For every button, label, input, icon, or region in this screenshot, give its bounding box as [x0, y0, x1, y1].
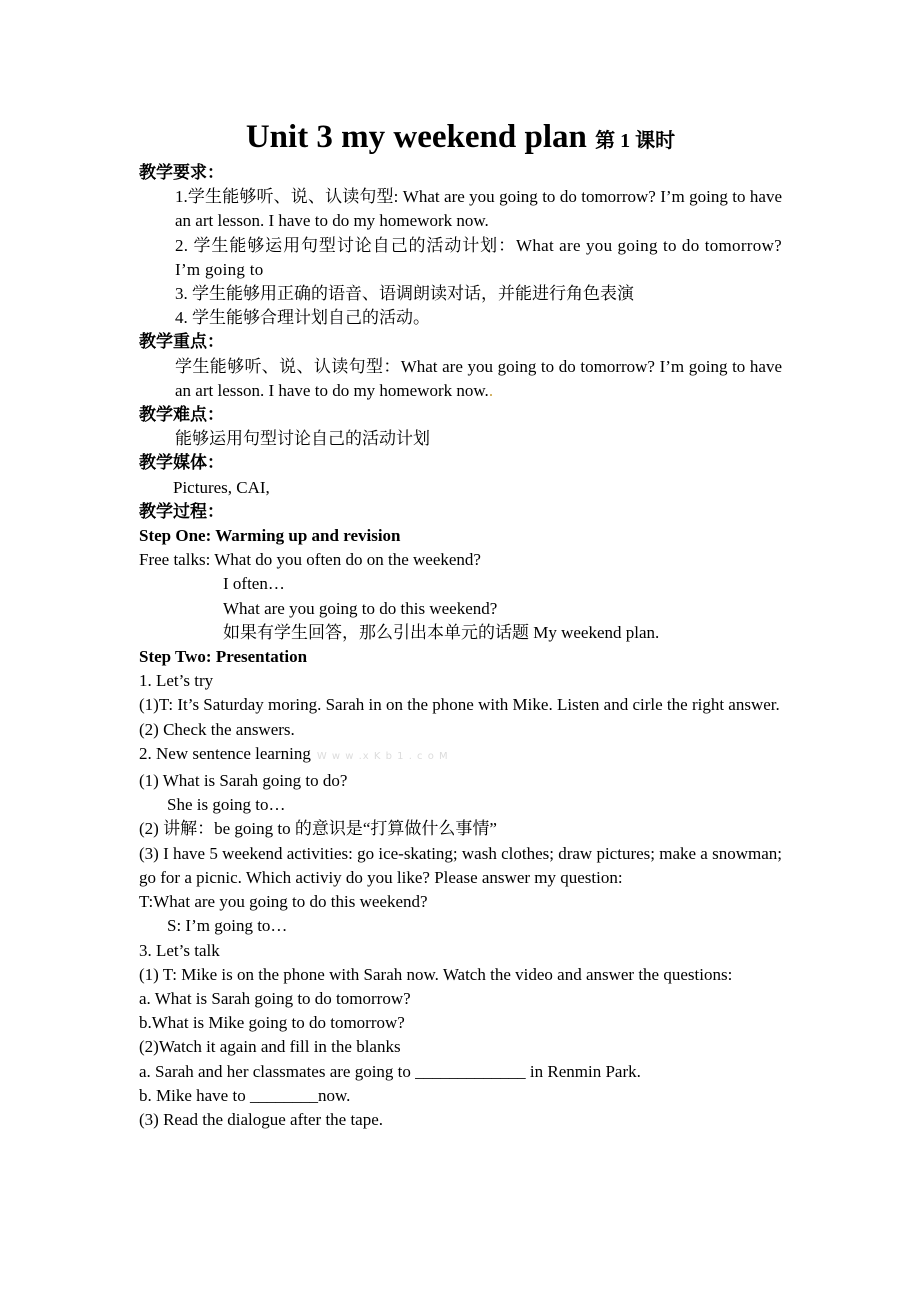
step-two-line-9: T:What are you going to do this weekend? [139, 892, 428, 912]
new-sentence-label: 2. New sentence learning [139, 743, 311, 763]
step-two-line-12: (1) T: Mike is on the phone with Sarah now. Watch the video and answer the questions: [139, 964, 733, 984]
step-two-line-16: a. Sarah and her classmates are going to _____________ in Renmin Park. [139, 1061, 641, 1081]
requirement-item-3: 3. 学生能够用正确的语音、语调朗读对话，并能进行角色表演 [175, 284, 634, 304]
step-two-line-15: (2)Watch it again and fill in the blanks [139, 1037, 401, 1057]
title-main: Unit 3 my weekend plan [245, 119, 587, 155]
step-two-line-6: She is going to… [167, 795, 286, 815]
key-points-text [139, 355, 782, 403]
key-points-sentence: 学生能够听、说、认读句型：What are you going to do tomorrow? I’m going to have an art lesson. I have to do my homework now. [175, 356, 782, 400]
media-heading: 教学媒体： [139, 453, 224, 473]
step-two-line-10: S: I’m going to… [167, 916, 288, 936]
step-two-line-4 [139, 742, 782, 769]
step-one-line-3: What are you going to do this weekend? [223, 598, 498, 618]
step-one-line-1: Free talks: What do you often do on the weekend? [139, 550, 481, 570]
step-two-line-2: (1)T: It’s Saturday moring. Sarah in on the phone with Mike. Listen and cirle the right answer. [139, 695, 780, 715]
requirement-item-4: 4. 学生能够合理计划自己的活动。 [175, 308, 430, 328]
step-one-line-4: 如果有学生回答，那么引出本单元的话题 My weekend plan. [223, 622, 660, 642]
step-two-line-18: (3) Read the dialogue after the tape. [139, 1109, 384, 1129]
step-two-line-17: b. Mike have to ________now. [139, 1085, 351, 1105]
title-lesson: 第 1 课时 [595, 130, 676, 152]
step-two-line-1: 1. Let’s try [139, 671, 214, 691]
step-two-line-3: (2) Check the answers. [139, 719, 295, 739]
process-heading: 教学过程： [139, 501, 224, 521]
page-title [139, 115, 782, 159]
requirement-item-2: 2. 学生能够运用句型讨论自己的活动计划：What are you going to do tomorrow? I’m going to [175, 235, 782, 279]
step-two-line-7: (2) 讲解：be going to 的意识是“打算做什么事情” [139, 819, 497, 839]
requirements-heading: 教学要求： [139, 163, 224, 182]
difficulties-text: 能够运用句型讨论自己的活动计划 [175, 429, 430, 449]
step-two-line-13: a. What is Sarah going to do tomorrow? [139, 988, 411, 1008]
step-one-heading: Step One: Warming up and revision [139, 526, 401, 546]
key-points-heading: 教学重点： [139, 332, 224, 352]
key-points-dot: . [488, 380, 494, 400]
step-two-line-5: (1) What is Sarah going to do? [139, 771, 348, 791]
watermark-text: W w w .x K b 1 . c o M [316, 750, 449, 762]
media-text: Pictures, CAI, [173, 477, 270, 497]
step-two-line-8: (3) I have 5 weekend activities: go ice-skating; wash clothes; draw pictures; make a snowman; go for a picnic. Which activiy do you like? Please answer my question: [139, 843, 782, 887]
requirement-item-1: 1.学生能够听、说、认读句型: What are you going to do tomorrow? I’m going to have an art lesson. I have to do my homework now. [175, 187, 782, 231]
step-two-line-14: b.What is Mike going to do tomorrow? [139, 1013, 405, 1033]
difficulties-heading: 教学难点： [139, 405, 224, 425]
step-two-heading: Step Two: Presentation [139, 647, 308, 667]
step-two-line-11: 3. Let’s talk [139, 940, 220, 960]
document-page [139, 115, 782, 1132]
step-one-line-2: I often… [223, 574, 285, 594]
